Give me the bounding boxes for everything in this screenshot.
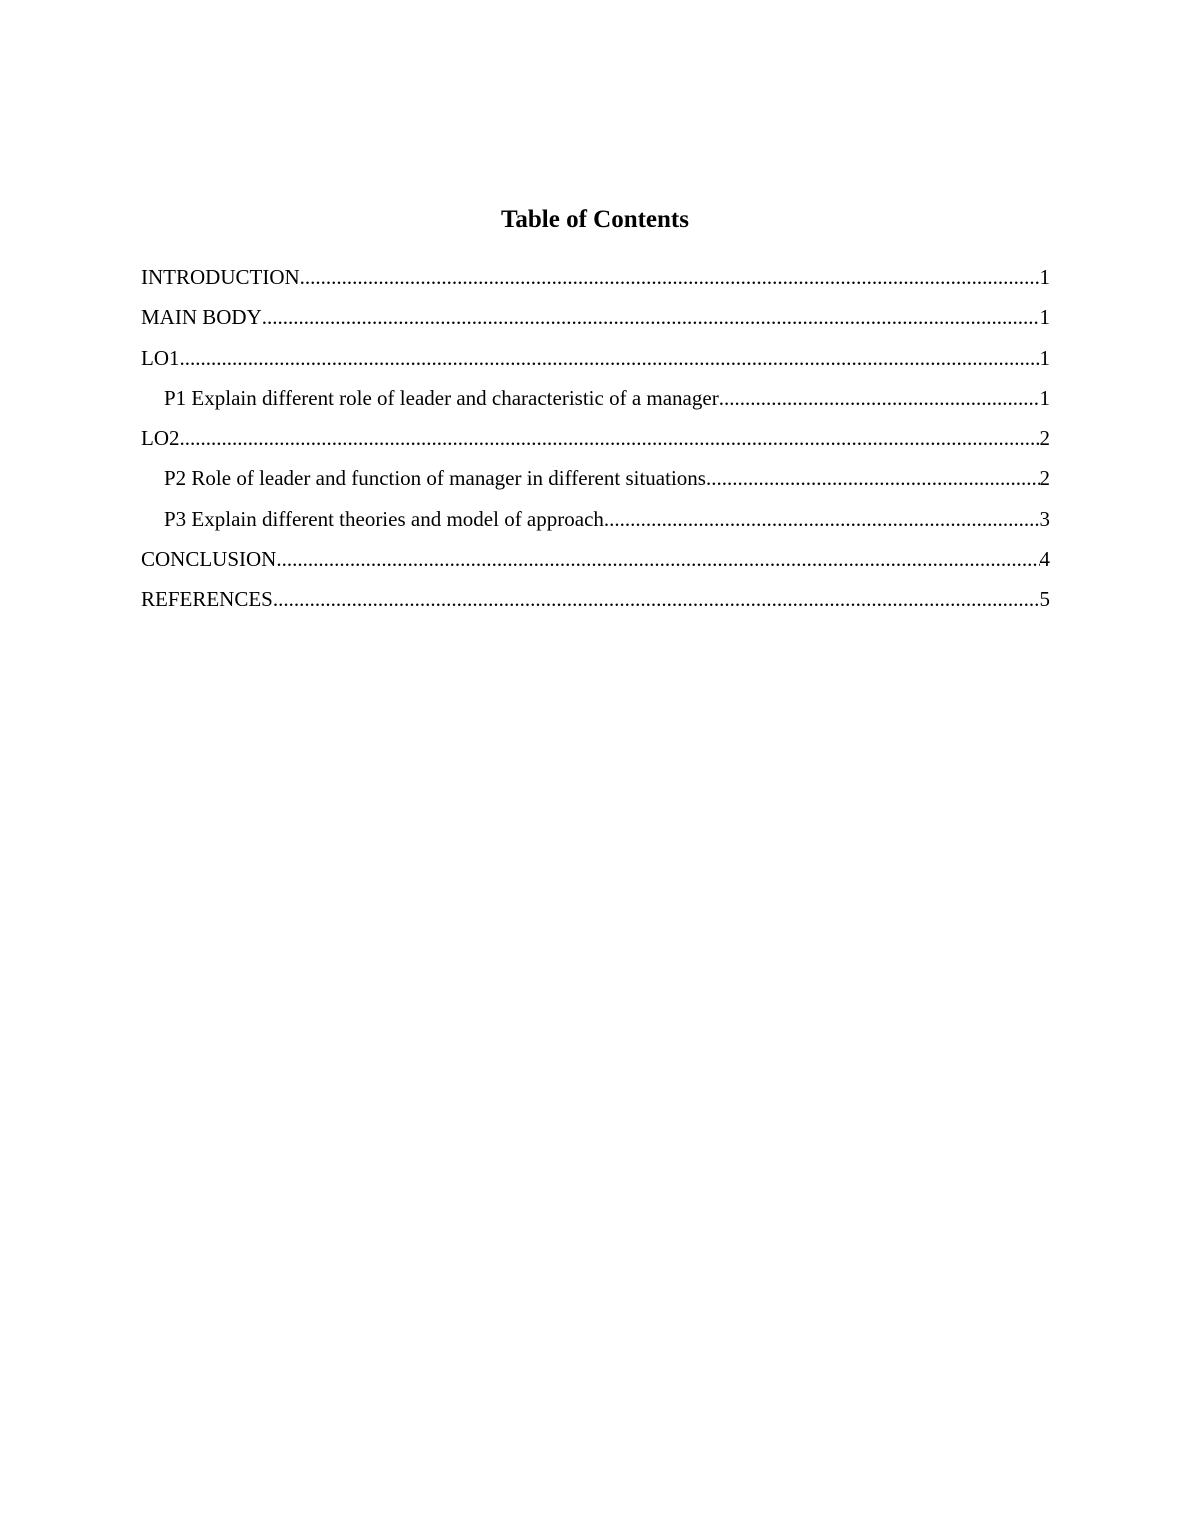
toc-entry-introduction[interactable] bbox=[141, 257, 1050, 297]
toc-entry-page: 3 bbox=[1039, 506, 1050, 531]
toc-dot-leader bbox=[180, 338, 1040, 378]
toc-entry-page: 5 bbox=[1039, 587, 1050, 612]
toc-dot-leader bbox=[706, 458, 1040, 498]
toc-entry-p3[interactable] bbox=[141, 499, 1050, 539]
toc-title: Table of Contents bbox=[501, 206, 689, 233]
toc-entry-lo2[interactable] bbox=[141, 418, 1050, 458]
toc-entry-lo1[interactable] bbox=[141, 338, 1050, 378]
toc-entry-label: MAIN BODY bbox=[141, 305, 262, 330]
toc-entry-page: 1 bbox=[1039, 265, 1050, 289]
toc-entry-p1[interactable] bbox=[141, 378, 1050, 418]
toc-dot-leader bbox=[604, 499, 1040, 539]
toc-entry-label: P3 Explain different theories and model of approach bbox=[164, 506, 604, 531]
toc-entry-label: INTRODUCTION bbox=[141, 265, 300, 289]
toc-entry-page: 4 bbox=[1039, 547, 1050, 572]
toc-entry-label: P1 Explain different role of leader and characteristic of a manager bbox=[164, 385, 719, 410]
toc-dot-leader bbox=[300, 257, 1040, 297]
toc-dot-leader bbox=[276, 539, 1039, 579]
toc-dot-leader bbox=[180, 418, 1040, 458]
toc-entry-page: 2 bbox=[1039, 426, 1050, 451]
toc-entry-page: 1 bbox=[1039, 305, 1050, 330]
toc-entry-page: 1 bbox=[1039, 385, 1050, 410]
toc-entry-conclusion[interactable] bbox=[141, 539, 1050, 579]
toc-entry-label: CONCLUSION bbox=[141, 547, 277, 572]
toc-entry-references[interactable] bbox=[141, 579, 1050, 619]
toc-entry-main-body[interactable] bbox=[141, 297, 1050, 337]
toc-list bbox=[141, 257, 1050, 620]
toc-dot-leader bbox=[262, 297, 1040, 337]
toc-entry-page: 1 bbox=[1039, 345, 1050, 370]
toc-entry-label: LO1 bbox=[141, 345, 180, 370]
toc-entry-p2[interactable] bbox=[141, 458, 1050, 498]
toc-entry-page: 2 bbox=[1039, 466, 1050, 491]
toc-dot-leader bbox=[719, 378, 1040, 418]
toc-entry-label: P2 Role of leader and function of manager in different situations bbox=[164, 466, 706, 491]
toc-entry-label: LO2 bbox=[141, 426, 180, 451]
toc-entry-label: REFERENCES bbox=[141, 587, 273, 612]
toc-dot-leader bbox=[273, 579, 1040, 619]
